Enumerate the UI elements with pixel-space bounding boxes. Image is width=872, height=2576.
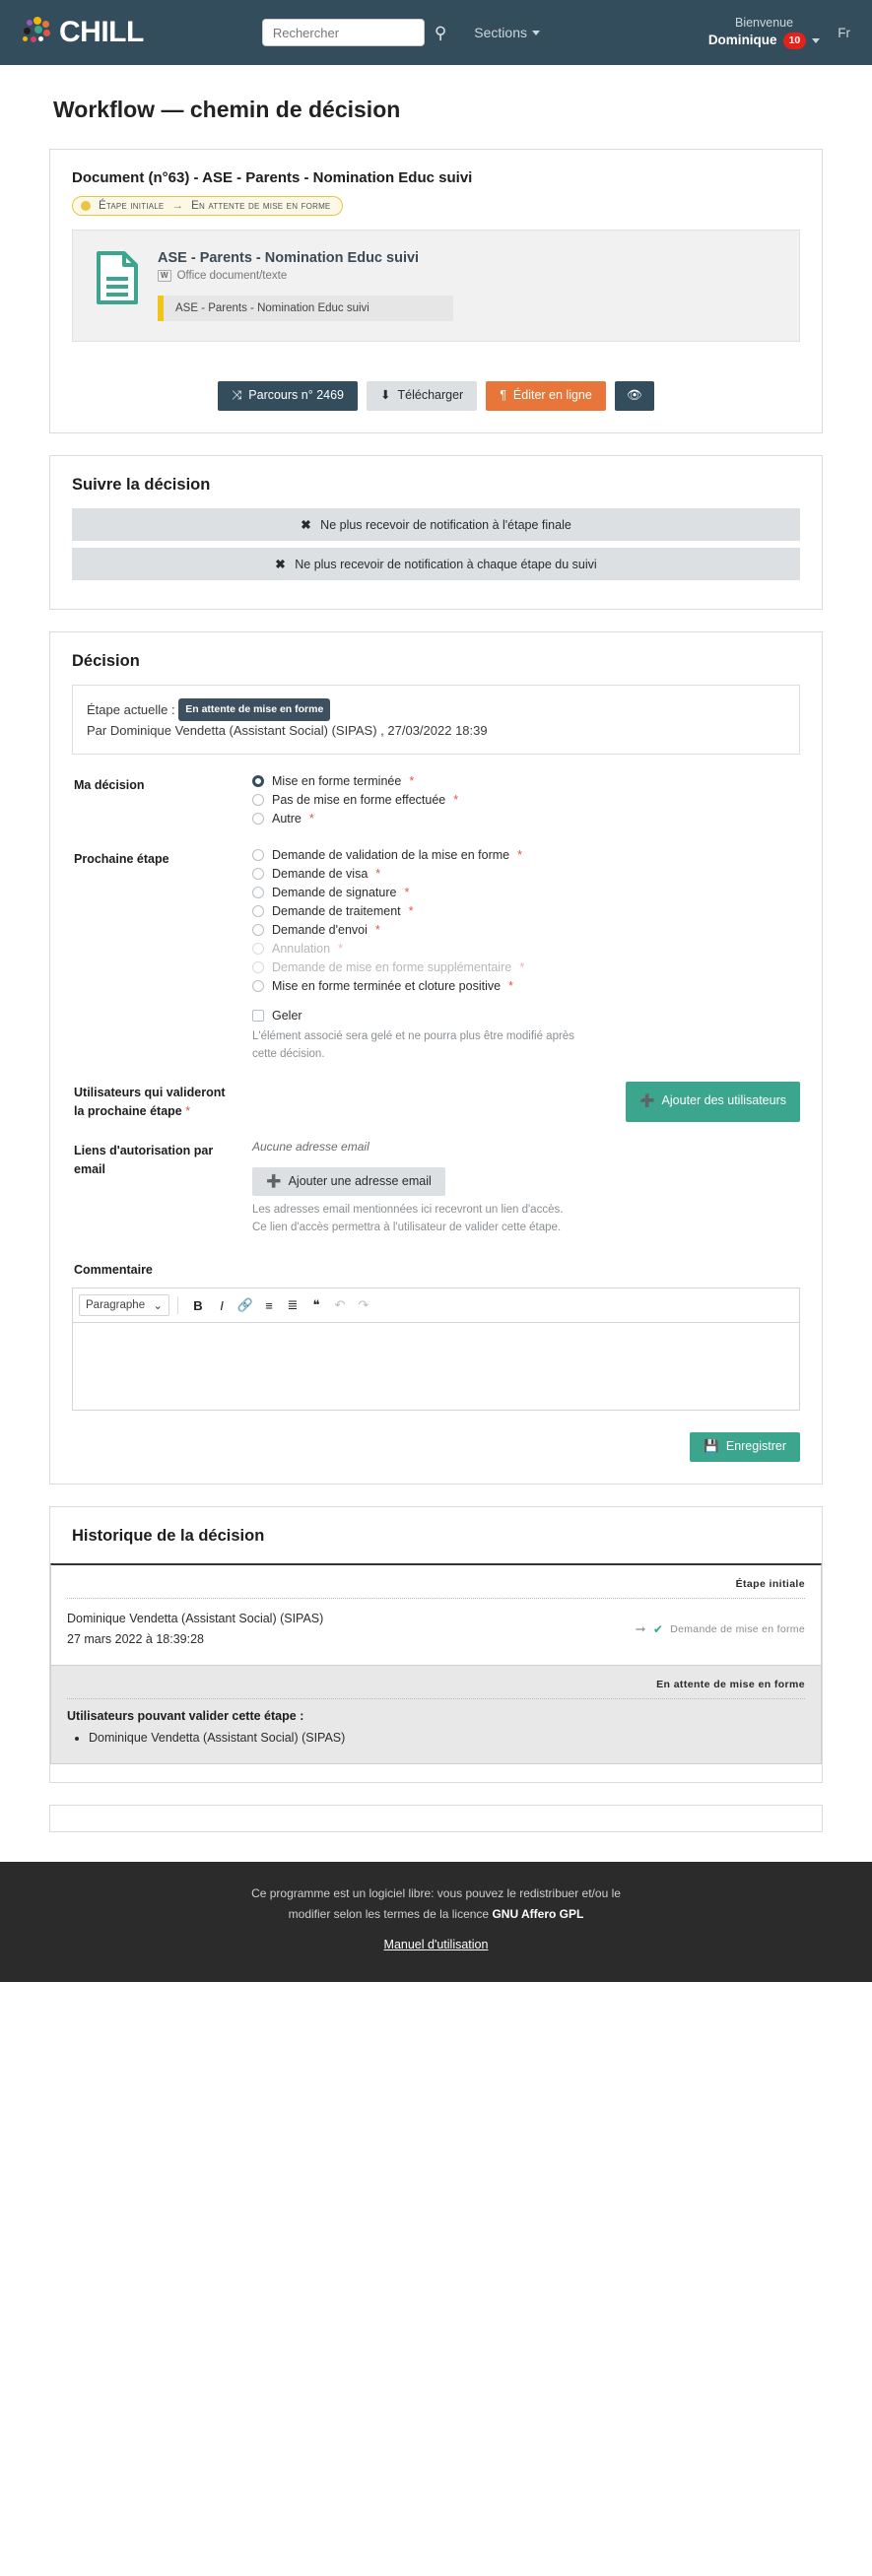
welcome-label: Bienvenue — [734, 16, 794, 31]
my-decision-options — [235, 774, 800, 830]
list-item: • Dominique Vendetta (Assistant Social) (SIPAS) — [89, 1728, 805, 1748]
radio-label: Demande de visa — [272, 867, 369, 882]
comment-editor-toolbar — [73, 1288, 799, 1323]
add-users-button-label: Ajouter des utilisateurs — [661, 1093, 786, 1108]
shuffle-icon: ⤨ — [232, 388, 242, 402]
radio-icon — [252, 794, 264, 806]
email-links-label: Liens d'autorisation par email — [74, 1143, 214, 1177]
validators-row — [72, 1082, 800, 1122]
history-entry-1-step: En attente de mise en forme — [67, 1679, 805, 1699]
email-links-field — [235, 1140, 800, 1237]
radio-label: Pas de mise en forme effectuée — [272, 793, 446, 808]
comment-section — [72, 1259, 800, 1411]
required-marker: * — [308, 812, 314, 826]
unsubscribe-each-step-button[interactable] — [72, 548, 800, 580]
document-action-buttons — [50, 381, 822, 432]
document-preview-box — [72, 230, 800, 342]
plus-icon: ➕ — [266, 1173, 282, 1188]
save-icon: 💾 — [704, 1439, 719, 1454]
paragraph-format-select[interactable] — [79, 1294, 169, 1316]
my-decision-row — [72, 774, 800, 830]
document-version-chip[interactable]: ASE - Parents - Nomination Educ suivi — [158, 296, 453, 321]
history-entry-0-action — [636, 1609, 805, 1649]
brand-logo-link[interactable] — [22, 16, 144, 49]
current-step-label: Étape actuelle : — [87, 701, 175, 717]
next-step-row — [72, 848, 800, 1064]
follow-decision-card — [49, 455, 823, 610]
validators-label — [72, 1082, 235, 1122]
history-entry-0-action-label: Demande de mise en forme — [670, 1622, 805, 1635]
radio-next-step-2[interactable] — [252, 886, 800, 899]
radio-my-decision-2[interactable] — [252, 812, 800, 826]
radio-icon — [252, 887, 264, 898]
history-entry-1-subtitle: Utilisateurs pouvant valider cette étape : — [67, 1709, 304, 1724]
required-marker: * — [338, 942, 343, 957]
next-step-label: Prochaine étape — [74, 852, 169, 867]
document-card-title: Document (n°63) - ASE - Parents - Nomination Educ suivi — [72, 169, 473, 186]
current-step-author: Par Dominique Vendetta (Assistant Social) (SIPAS) , 27/03/2022 18:39 — [87, 722, 488, 738]
radio-label: Mise en forme terminée — [272, 774, 402, 789]
document-card — [49, 149, 823, 433]
unsubscribe-each-step-label: Ne plus recevoir de notification à chaque étape du suivi — [295, 557, 597, 571]
required-marker: * — [517, 848, 522, 863]
unsubscribe-final-step-button[interactable] — [72, 508, 800, 541]
radio-next-step-1[interactable] — [252, 867, 800, 881]
paragraph-icon: ¶ — [500, 388, 506, 402]
bold-icon[interactable]: B — [193, 1297, 203, 1313]
follow-decision-title: Suivre la décision — [72, 475, 211, 494]
comment-label: Commentaire — [74, 1263, 153, 1278]
required-marker: * — [375, 867, 381, 882]
user-name: Dominique — [707, 33, 777, 48]
blockquote-icon[interactable]: ❝ — [312, 1297, 320, 1313]
current-step-box — [72, 685, 800, 756]
comment-editor — [72, 1288, 800, 1411]
radio-my-decision-0[interactable] — [252, 774, 800, 788]
required-marker: * — [408, 904, 414, 919]
chevron-down-icon — [812, 38, 820, 43]
radio-icon — [252, 943, 264, 955]
radio-next-step-6 — [252, 960, 800, 974]
validators-field — [235, 1082, 800, 1122]
plus-icon: ➕ — [638, 1093, 655, 1108]
required-marker: * — [508, 979, 513, 994]
save-button-label: Enregistrer — [725, 1439, 786, 1454]
parcours-button-label: Parcours n° 2469 — [248, 388, 345, 402]
comment-textarea[interactable] — [73, 1323, 799, 1410]
eye-icon: 👁 — [626, 388, 642, 402]
check-icon: ✔ — [652, 1621, 664, 1636]
radio-label: Demande de traitement — [272, 904, 401, 919]
step-dot-icon — [81, 201, 91, 211]
link-icon[interactable]: 🔗 — [236, 1297, 254, 1313]
page-footer — [0, 1862, 872, 1982]
radio-label: Demande de signature — [272, 886, 397, 900]
radio-label: Mise en forme terminée et cloture positive — [272, 979, 502, 994]
download-icon: ⬇ — [380, 388, 391, 402]
radio-icon — [252, 849, 264, 861]
parcours-button[interactable] — [218, 381, 358, 411]
freeze-help-text: L'élément associé sera gelé et ne pourra plus être modifié après cette décision. — [252, 1030, 574, 1061]
chill-logo-icon — [22, 16, 55, 49]
radio-next-step-0[interactable] — [252, 848, 800, 862]
history-entry-0-step: Étape initiale — [67, 1578, 805, 1599]
radio-icon — [252, 775, 264, 787]
radio-label: Annulation — [272, 942, 331, 957]
email-links-help-text: Les adresses email mentionnées ici recevront un lien d'accès. Ce lien d'accès permettra à l'utilisateur de valider cette étape. — [252, 1204, 564, 1234]
add-email-button-label: Ajouter une adresse email — [288, 1173, 432, 1188]
arrow-forward-icon: ➞ — [635, 1620, 646, 1636]
word-file-icon: W — [158, 270, 171, 282]
unsubscribe-final-step-label: Ne plus recevoir de notification à l'étape finale — [320, 517, 571, 532]
save-row — [72, 1432, 800, 1462]
history-card-title: Historique de la décision — [72, 1527, 265, 1546]
edit-online-button[interactable] — [486, 381, 606, 411]
footer-line-2 — [20, 1904, 852, 1925]
radio-icon — [252, 961, 264, 973]
radio-my-decision-1[interactable] — [252, 793, 800, 807]
required-marker: * — [185, 1104, 191, 1119]
history-entry-0-date: 27 mars 2022 à 18:39:28 — [67, 1631, 204, 1646]
no-email-note: Aucune adresse email — [252, 1139, 369, 1154]
history-entry-1 — [51, 1665, 821, 1763]
radio-icon — [252, 813, 264, 825]
footer-line-1: Ce programme est un logiciel libre: vous pouvez le redistribuer et/ou le — [251, 1886, 621, 1901]
history-entries — [50, 1563, 822, 1764]
close-icon: ✖ — [301, 517, 311, 532]
arrow-right-icon: → — [171, 200, 184, 212]
bottom-spacer-card — [49, 1805, 823, 1832]
sections-label: Sections — [474, 25, 527, 40]
save-button[interactable] — [690, 1432, 800, 1462]
download-button-label: Télécharger — [397, 388, 464, 402]
preview-button[interactable] — [615, 381, 654, 411]
history-entry-0-who — [67, 1609, 323, 1649]
step-from-label: Étape initiale — [99, 200, 165, 212]
required-marker: * — [374, 923, 380, 938]
radio-next-step-4[interactable] — [252, 923, 800, 937]
close-icon: ✖ — [275, 557, 286, 571]
numbered-list-icon[interactable]: ≣ — [287, 1297, 299, 1313]
language-switcher[interactable]: Fr — [838, 25, 850, 40]
search-input[interactable] — [262, 19, 425, 46]
radio-icon — [252, 924, 264, 936]
toolbar-divider — [177, 1296, 178, 1314]
radio-icon — [252, 868, 264, 880]
workflow-step-badge — [72, 196, 343, 216]
freeze-label: Geler — [272, 1009, 302, 1024]
top-navbar — [0, 0, 872, 65]
email-links-row — [72, 1140, 800, 1237]
history-entry-0-user: Dominique Vendetta (Assistant Social) (SIPAS) — [67, 1612, 324, 1626]
next-step-options — [235, 848, 800, 1064]
radio-icon — [252, 980, 264, 992]
bullet-list-icon[interactable]: ≡ — [265, 1297, 273, 1313]
undo-icon[interactable]: ↶ — [334, 1297, 346, 1313]
decision-card — [49, 631, 823, 1485]
radio-next-step-3[interactable] — [252, 904, 800, 918]
history-card — [49, 1506, 823, 1783]
history-entry-1-users — [67, 1728, 805, 1748]
add-email-button[interactable] — [252, 1167, 445, 1197]
edit-online-button-label: Éditer en ligne — [512, 388, 592, 402]
gnu-license-link[interactable]: GNU Affero GPL — [492, 1907, 584, 1922]
checkbox-icon — [252, 1010, 264, 1022]
page-content — [0, 97, 872, 1832]
radio-next-step-7[interactable] — [252, 979, 800, 993]
radio-next-step-5 — [252, 942, 800, 956]
my-decision-label: Ma décision — [74, 778, 145, 793]
document-file-icon — [95, 250, 140, 305]
document-file-title: ASE - Parents - Nomination Educ suivi — [158, 250, 420, 266]
required-marker: * — [519, 960, 525, 975]
document-file-type — [158, 270, 777, 282]
radio-label: Autre — [272, 812, 302, 826]
required-marker: * — [409, 774, 415, 789]
radio-icon — [252, 905, 264, 917]
required-marker: * — [404, 886, 410, 900]
validators-label-text: Utilisateurs qui valideront la prochaine étape — [74, 1085, 226, 1119]
user-menu[interactable] — [708, 15, 820, 49]
add-users-button[interactable] — [626, 1082, 800, 1122]
footer-line-2-text: modifier selon les termes de la licence — [288, 1907, 493, 1922]
redo-icon[interactable]: ↷ — [358, 1297, 369, 1313]
sections-menu[interactable] — [474, 25, 540, 40]
freeze-checkbox-row[interactable] — [252, 1009, 800, 1023]
radio-label: Demande de mise en forme supplémentaire — [272, 960, 512, 975]
radio-label: Demande de validation de la mise en forme — [272, 848, 510, 863]
search-icon[interactable]: ⚲ — [434, 23, 447, 42]
paragraph-format-value: Paragraphe — [86, 1299, 146, 1312]
download-button[interactable] — [367, 381, 477, 411]
chevron-down-icon — [532, 31, 540, 35]
chevron-down-icon: ⌄ — [153, 1300, 163, 1313]
decision-card-title: Décision — [72, 651, 140, 670]
document-file-type-label: Office document/texte — [176, 270, 288, 282]
italic-icon[interactable]: I — [220, 1297, 224, 1313]
brand-name: CHILL — [59, 16, 144, 48]
required-marker: * — [453, 793, 459, 808]
manual-link[interactable]: Manuel d'utilisation — [383, 1938, 489, 1952]
history-entry-0 — [51, 1565, 821, 1665]
radio-label: Demande d'envoi — [272, 923, 368, 938]
notification-badge[interactable]: 10 — [783, 33, 807, 48]
page-title: Workflow — chemin de décision — [53, 97, 401, 122]
step-to-label: En attente de mise en forme — [191, 200, 331, 212]
current-step-badge: En attente de mise en forme — [178, 698, 330, 721]
